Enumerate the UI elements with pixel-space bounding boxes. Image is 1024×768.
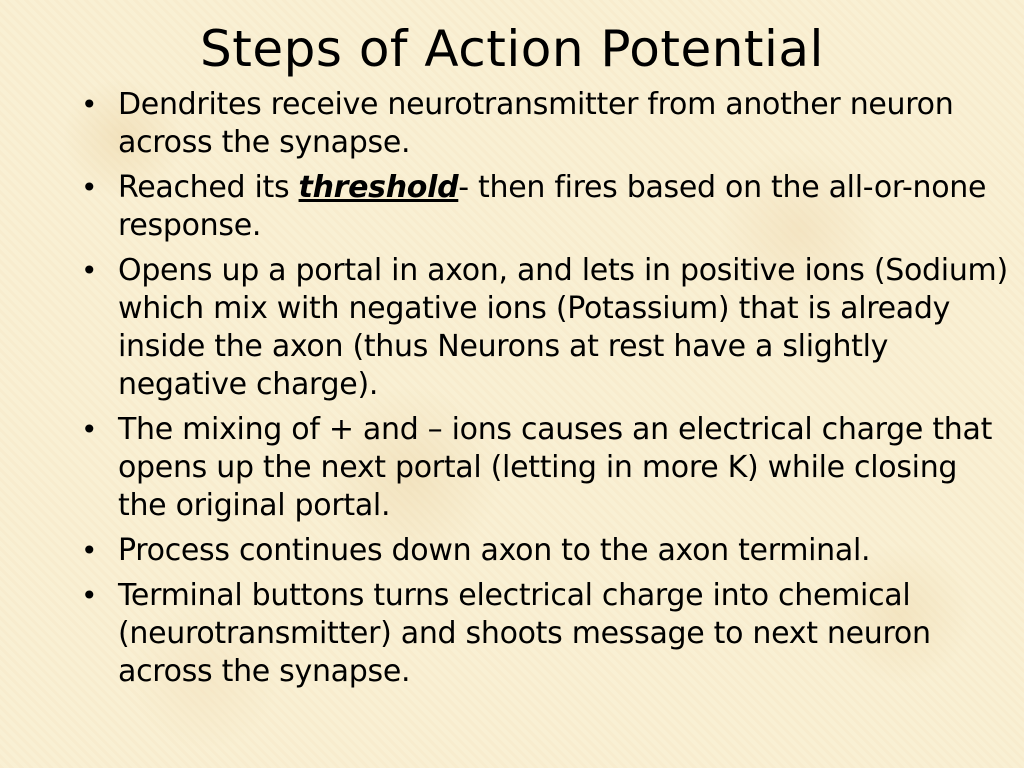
bullet-text	[118, 170, 986, 243]
bullet-item	[78, 252, 1012, 404]
bullet-text: Process continues down axon to the axon terminal.	[118, 533, 871, 568]
threshold-emphasis: threshold	[298, 170, 459, 205]
bullet-marker: •	[81, 171, 98, 204]
bullet-text: Terminal buttons turns electrical charge into chemical (neurotransmitter) and shoots message to next neuron across the synapse.	[118, 578, 931, 689]
bullet-item	[78, 86, 1012, 162]
bullet-marker: •	[81, 254, 98, 287]
bullet-marker: •	[81, 413, 98, 446]
bullet-marker: •	[81, 88, 98, 121]
bullet-text-before: Reached its	[118, 170, 299, 205]
bullet-text-after: - then fires based on the all-or-none response.	[118, 170, 987, 243]
bullet-item	[78, 532, 1012, 570]
bullet-list	[78, 86, 1012, 698]
bullet-item	[78, 169, 1012, 245]
bullet-item	[78, 411, 1012, 525]
bullet-text: Opens up a portal in axon, and lets in positive ions (Sodium) which mix with negative ions (Potassium) that is already inside the axon (thus Neurons at rest have a slightly negative charge).	[118, 253, 1008, 402]
slide-title: Steps of Action Potential	[200, 20, 824, 78]
bullet-marker: •	[81, 534, 98, 567]
bullet-text: The mixing of + and – ions causes an electrical charge that opens up the next portal (letting in more K) while closing the original portal.	[118, 412, 993, 523]
bullet-text: Dendrites receive neurotransmitter from another neuron across the synapse.	[118, 87, 954, 160]
bullet-marker: •	[81, 579, 98, 612]
bullet-item	[78, 577, 1012, 691]
